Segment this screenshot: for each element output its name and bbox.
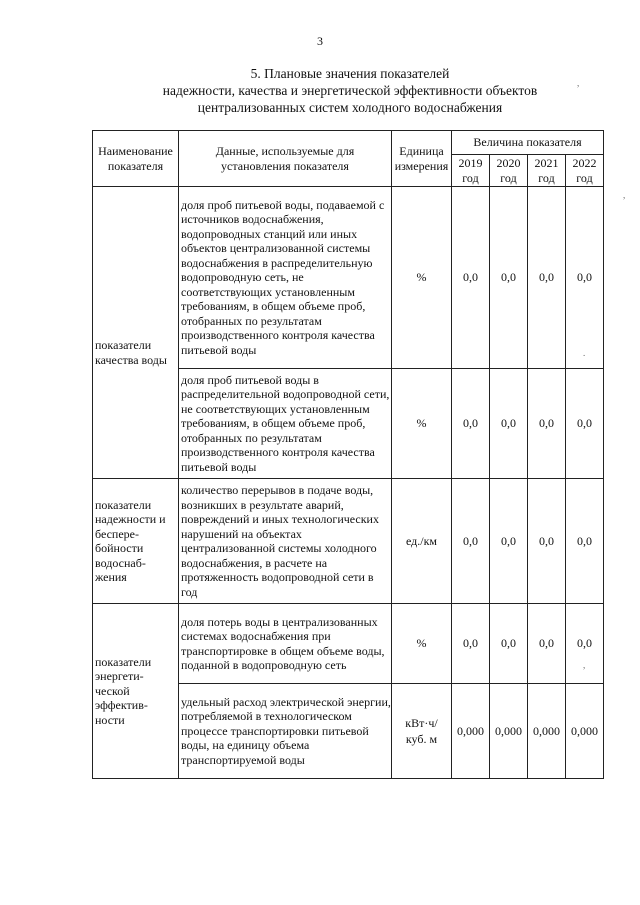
heading-line-1: 5. Плановые значения показателей: [250, 66, 450, 81]
group-name-water-quality: показатели качества воды: [93, 187, 179, 479]
header-year-2022: 2022 год: [566, 155, 604, 187]
value-2020: 0,0: [490, 604, 528, 684]
section-heading: [60, 65, 640, 116]
heading-line-3: централизованных систем холодного водоснабжения: [197, 100, 503, 115]
value-2019: 0,0: [452, 604, 490, 684]
header-indicator-value: Величина показателя: [452, 131, 604, 155]
row-description: доля проб питьевой воды в распределительной водопроводной сети, не соответствующих установленным требованиям, в общем объеме проб, отобранных по результатам производственного контроля качества питьевой воды: [179, 369, 392, 479]
group-name-energy-efficiency: показатели энергети-ческой эффектив-ности: [93, 604, 179, 779]
row-description: удельный расход электрической энергии, потребляемой в технологическом процессе транспортировки питьевой воды, на единицу объема транспортируемой воды: [179, 684, 392, 779]
value-2022: 0,0: [566, 187, 604, 369]
table-row: [93, 479, 604, 604]
row-description: количество перерывов в подаче воды, возникших в результате аварий, повреждений и иных технологических нарушений на объектах централизованной системы холодного водоснабжения, в расчете на протяженность водопроводной сети в год: [179, 479, 392, 604]
value-2021: 0,0: [528, 479, 566, 604]
row-unit: %: [392, 187, 452, 369]
value-2019: 0,000: [452, 684, 490, 779]
heading-line-2: надежности, качества и энергетической эффективности объектов: [162, 83, 538, 98]
table-row: [93, 604, 604, 684]
scan-speck: .: [583, 348, 586, 358]
group-name-reliability: показатели надежности и беспере-бойности водоснаб-жения: [93, 479, 179, 604]
row-description: доля потерь воды в централизованных системах водоснабжения при транспортировке в общем объеме воды, поданной в водопроводную сеть: [179, 604, 392, 684]
table-row: [93, 187, 604, 369]
value-2020: 0,0: [490, 187, 528, 369]
row-unit: %: [392, 369, 452, 479]
page-number: 3: [317, 34, 323, 48]
row-unit: %: [392, 604, 452, 684]
row-unit: ед./км: [392, 479, 452, 604]
scan-speck: ,: [623, 190, 626, 200]
header-data: Данные, используемые для установления показателя: [179, 131, 392, 187]
indicators-table: [92, 130, 604, 779]
value-2021: 0,0: [528, 369, 566, 479]
value-2019: 0,0: [452, 187, 490, 369]
value-2022: 0,0: [566, 479, 604, 604]
header-year-2020: 2020 год: [490, 155, 528, 187]
value-2019: 0,0: [452, 369, 490, 479]
value-2019: 0,0: [452, 479, 490, 604]
value-2020: 0,000: [490, 684, 528, 779]
scan-speck: ,: [577, 78, 580, 88]
value-2021: 0,0: [528, 604, 566, 684]
row-unit: кВт·ч/ куб. м: [392, 684, 452, 779]
value-2022: 0,0: [566, 604, 604, 684]
value-2020: 0,0: [490, 479, 528, 604]
value-2021: 0,000: [528, 684, 566, 779]
header-year-2019: 2019 год: [452, 155, 490, 187]
row-description: доля проб питьевой воды, подаваемой с источников водоснабжения, водопроводных станций или иных объектов централизованной системы водоснабжения в распределительную водопроводную сеть, не соответствующих установленным требованиям, в общем объеме проб, отобранных по результатам производственного контроля качества питьевой воды: [179, 187, 392, 369]
value-2022: 0,000: [566, 684, 604, 779]
scan-speck: ,: [583, 660, 586, 670]
value-2020: 0,0: [490, 369, 528, 479]
value-2021: 0,0: [528, 187, 566, 369]
header-year-2021: 2021 год: [528, 155, 566, 187]
header-indicator-name: Наименование показателя: [93, 131, 179, 187]
header-unit: Единица измерения: [392, 131, 452, 187]
value-2022: 0,0: [566, 369, 604, 479]
